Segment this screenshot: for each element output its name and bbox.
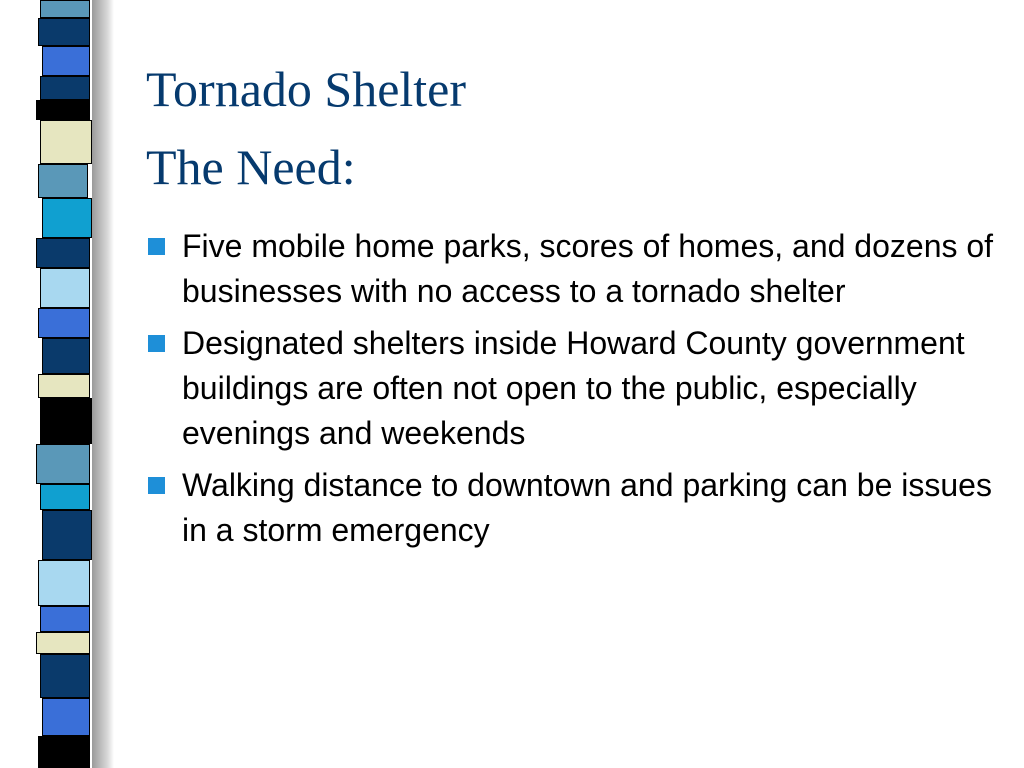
stripe-block xyxy=(42,698,90,736)
title-line-1: Tornado Shelter xyxy=(146,61,467,117)
stripe-block xyxy=(38,308,90,338)
bullet-list xyxy=(146,224,1006,560)
stripe-block xyxy=(40,654,90,698)
stripe-block xyxy=(40,0,90,18)
stripe-block xyxy=(36,632,90,654)
stripe-block xyxy=(42,198,92,238)
bullet-text: Designated shelters inside Howard County government buildings are often not open to the public, especially evenings and weekends xyxy=(182,325,965,451)
bullet-item xyxy=(146,224,1006,314)
stripe-block xyxy=(40,606,90,632)
stripe-block xyxy=(40,268,90,308)
stripe-block xyxy=(42,510,92,560)
square-bullet-icon xyxy=(148,477,165,494)
bullet-item xyxy=(146,321,1006,456)
decorative-stripe xyxy=(0,0,120,768)
stripe-block xyxy=(38,374,90,398)
bullet-item xyxy=(146,463,1006,553)
slide-title xyxy=(146,50,466,206)
stripe-block xyxy=(36,238,90,268)
stripe-block xyxy=(36,100,90,120)
bullet-text: Walking distance to downtown and parking can be issues in a storm emergency xyxy=(182,467,992,548)
title-line-2: The Need: xyxy=(146,139,356,195)
bullet-text: Five mobile home parks, scores of homes, and dozens of businesses with no access to a tornado shelter xyxy=(182,228,994,309)
stripe-block xyxy=(38,18,90,46)
stripe-block xyxy=(36,444,90,484)
stripe-block xyxy=(38,560,90,606)
stripe-block xyxy=(38,736,90,768)
stripe-block xyxy=(40,484,90,510)
stripe-shadow xyxy=(92,0,114,768)
square-bullet-icon xyxy=(148,238,165,255)
square-bullet-icon xyxy=(148,335,165,352)
stripe-block xyxy=(38,164,88,198)
stripe-block xyxy=(40,76,90,100)
stripe-block xyxy=(40,398,92,444)
stripe-block xyxy=(40,120,92,164)
stripe-block xyxy=(42,46,90,76)
stripe-block xyxy=(42,338,90,374)
